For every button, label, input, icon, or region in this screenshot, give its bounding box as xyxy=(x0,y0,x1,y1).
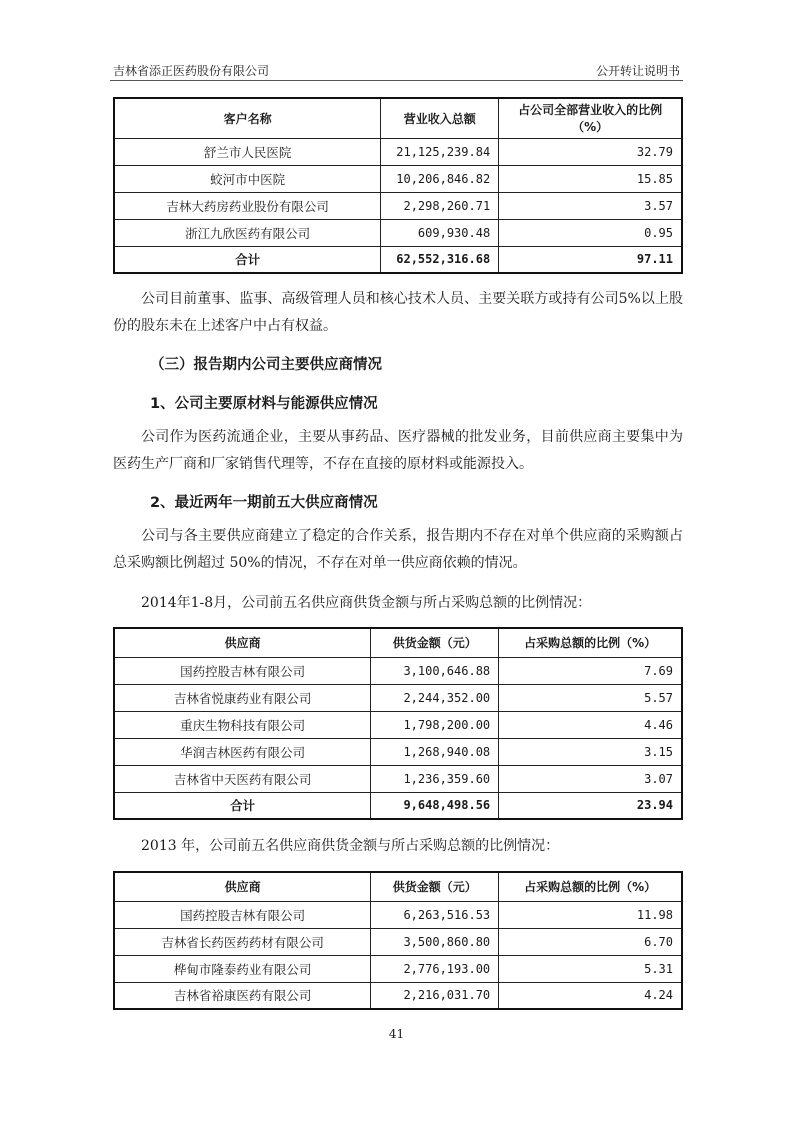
table-row xyxy=(114,738,682,765)
table-cell: 7.69 xyxy=(499,657,682,684)
table-cell: 3,500,860.80 xyxy=(371,928,499,955)
table-total-row xyxy=(114,246,682,273)
table-cell: 3,100,646.88 xyxy=(371,657,499,684)
column-header: 供货金额（元） xyxy=(371,872,499,901)
column-header: 供应商 xyxy=(114,872,371,901)
table-row xyxy=(114,982,682,1009)
supplier-table-2013 xyxy=(113,871,683,1010)
table-row xyxy=(114,955,682,982)
customer-table xyxy=(113,97,683,274)
table-cell: 合计 xyxy=(114,246,381,273)
table-cell: 11.98 xyxy=(499,901,682,928)
table-row xyxy=(114,192,682,219)
table-cell: 9,648,498.56 xyxy=(371,792,499,819)
document-title: 公开转让说明书 xyxy=(595,64,680,78)
table-cell: 吉林省中天医药有限公司 xyxy=(114,765,371,792)
table-cell: 4.24 xyxy=(499,982,682,1009)
column-header: 客户名称 xyxy=(114,98,381,138)
table-cell: 桦甸市隆泰药业有限公司 xyxy=(114,955,371,982)
table-cell: 1,236,359.60 xyxy=(371,765,499,792)
paragraph: 2013 年，公司前五名供应商供货金额与所占采购总额的比例情况： xyxy=(141,838,560,854)
table-row xyxy=(114,765,682,792)
table-row xyxy=(114,219,682,246)
table-cell: 6,263,516.53 xyxy=(371,901,499,928)
table-header-row xyxy=(114,98,682,138)
paragraph: 公司作为医药流通企业，主要从事药品、医疗器械的批发业务，目前供应商主要集中为医药生产厂商和厂家销售代理等，不存在直接的原材料或能源投入。 xyxy=(113,429,683,472)
table-cell: 重庆生物科技有限公司 xyxy=(114,711,371,738)
paragraph: 2014年1-8月，公司前五名供应商供货金额与所占采购总额的比例情况： xyxy=(141,595,592,611)
table-cell: 吉林省长药医药药材有限公司 xyxy=(114,928,371,955)
table-row xyxy=(114,138,682,165)
table-cell: 4.46 xyxy=(499,711,682,738)
column-header: 占采购总额的比例（%） xyxy=(499,628,682,657)
table-cell: 609,930.48 xyxy=(381,219,499,246)
table-cell: 合计 xyxy=(114,792,371,819)
supplier-table-2014 xyxy=(113,627,683,820)
table-cell: 吉林省裕康医药有限公司 xyxy=(114,982,371,1009)
table-cell: 21,125,239.84 xyxy=(381,138,499,165)
column-header: 占公司全部营业收入的比例（%） xyxy=(499,98,682,138)
paragraph: 公司与各主要供应商建立了稳定的合作关系，报告期内不存在对单个供应商的采购额占总采购额比例超过 50%的情况，不存在对单一供应商依赖的情况。 xyxy=(113,528,683,571)
table-total-row xyxy=(114,792,682,819)
table-row xyxy=(114,165,682,192)
table-cell: 3.57 xyxy=(499,192,682,219)
table-cell: 浙江九欣医药有限公司 xyxy=(114,219,381,246)
paragraph: 公司目前董事、监事、高级管理人员和核心技术人员、主要关联方或持有公司5%以上股份的股东未在上述客户中占有权益。 xyxy=(113,291,683,334)
column-header: 占采购总额的比例（%） xyxy=(499,872,682,901)
table-cell: 舒兰市人民医院 xyxy=(114,138,381,165)
table-header-row xyxy=(114,872,682,901)
page-number: 41 xyxy=(388,1027,405,1041)
column-header: 供应商 xyxy=(114,628,371,657)
table-cell: 国药控股吉林有限公司 xyxy=(114,901,371,928)
table-cell: 1,268,940.08 xyxy=(371,738,499,765)
page-header xyxy=(110,58,683,81)
section-heading: （三）报告期内公司主要供应商情况 xyxy=(150,357,382,373)
table-cell: 32.79 xyxy=(499,138,682,165)
table-cell: 0.95 xyxy=(499,219,682,246)
table-cell: 蛟河市中医院 xyxy=(114,165,381,192)
table-cell: 华润吉林医药有限公司 xyxy=(114,738,371,765)
table-cell: 23.94 xyxy=(499,792,682,819)
table-cell: 10,206,846.82 xyxy=(381,165,499,192)
table-cell: 2,216,031.70 xyxy=(371,982,499,1009)
table-cell: 国药控股吉林有限公司 xyxy=(114,657,371,684)
table-cell: 6.70 xyxy=(499,928,682,955)
table-header-row xyxy=(114,628,682,657)
table-cell: 62,552,316.68 xyxy=(381,246,499,273)
table-cell: 1,798,200.00 xyxy=(371,711,499,738)
subsection-heading: 2、最近两年一期前五大供应商情况 xyxy=(150,495,378,511)
table-cell: 吉林大药房药业股份有限公司 xyxy=(114,192,381,219)
table-row xyxy=(114,657,682,684)
table-row xyxy=(114,711,682,738)
table-cell: 5.31 xyxy=(499,955,682,982)
table-cell: 3.07 xyxy=(499,765,682,792)
column-header: 营业收入总额 xyxy=(381,98,499,138)
table-cell: 3.15 xyxy=(499,738,682,765)
company-name: 吉林省添正医药股份有限公司 xyxy=(113,64,270,78)
table-cell: 吉林省悦康药业有限公司 xyxy=(114,684,371,711)
table-cell: 2,776,193.00 xyxy=(371,955,499,982)
table-row xyxy=(114,928,682,955)
column-header: 供货金额（元） xyxy=(371,628,499,657)
table-row xyxy=(114,684,682,711)
table-cell: 97.11 xyxy=(499,246,682,273)
table-cell: 15.85 xyxy=(499,165,682,192)
table-cell: 5.57 xyxy=(499,684,682,711)
subsection-heading: 1、公司主要原材料与能源供应情况 xyxy=(150,396,378,412)
table-cell: 2,244,352.00 xyxy=(371,684,499,711)
table-row xyxy=(114,901,682,928)
table-cell: 2,298,260.71 xyxy=(381,192,499,219)
